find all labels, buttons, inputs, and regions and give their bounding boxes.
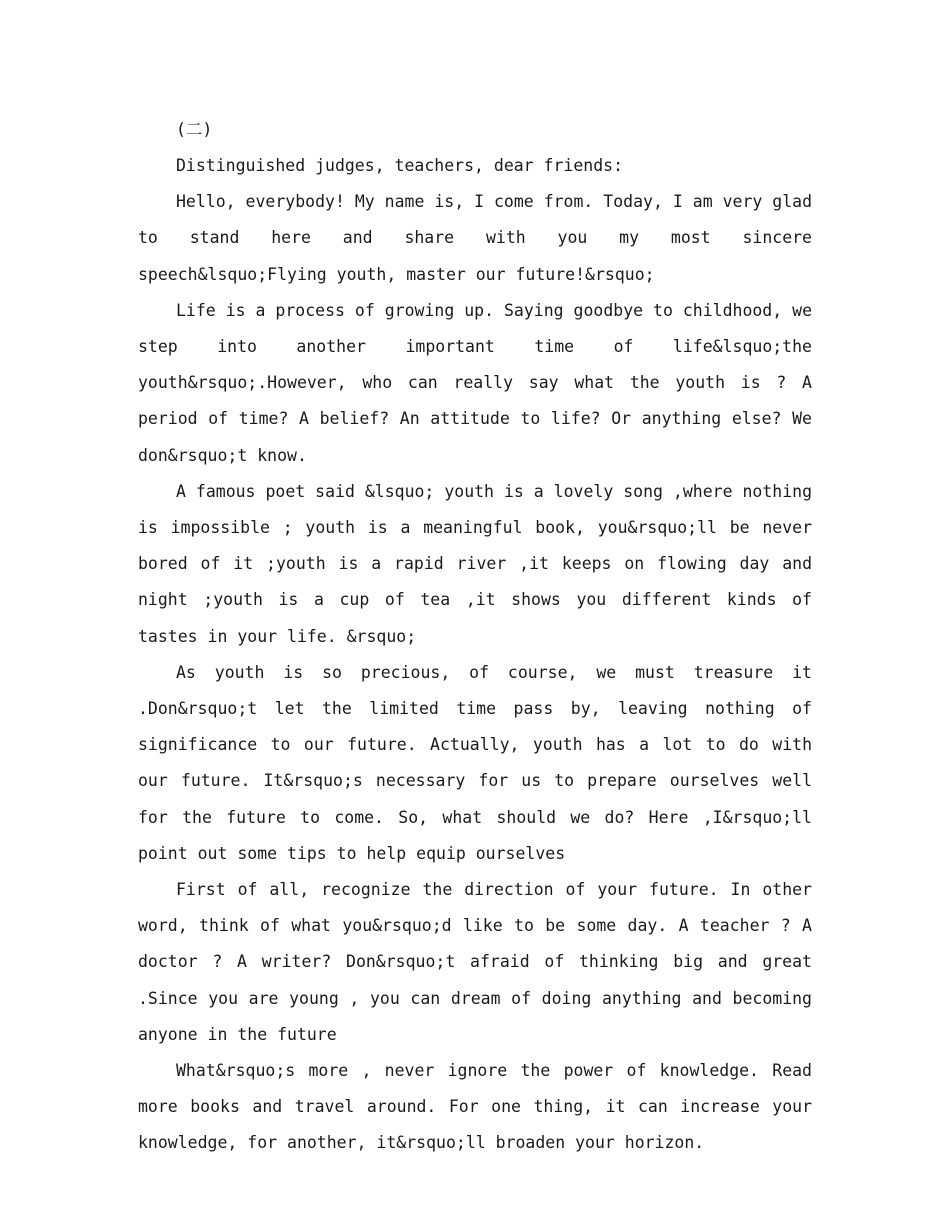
document-body — [138, 112, 812, 1162]
first-tip-paragraph: First of all, recognize the direction of your future. In other word, think of what you&rsquo;d like to be some day. A teacher ? A doctor ? A writer? Don&rsquo;t afraid of thinking big and great .Since you are young , you can dream of doing anything and becoming anyone in the future — [138, 880, 812, 1044]
poet-quote-paragraph: A famous poet said &lsquo; youth is a lovely song ,where nothing is impossible ; youth is a meaningful book, you&rsquo;ll be never bored of it ;youth is a rapid river ,it keeps on flowing day and night ;youth is a cup of tea ,it shows you different kinds of tastes in your life. &rsquo; — [138, 481, 812, 646]
greeting-paragraph: Distinguished judges, teachers, dear friends: — [176, 156, 624, 175]
second-tip-paragraph: What&rsquo;s more , never ignore the power of knowledge. Read more books and travel around. For one thing, it can increase your knowledge, for another, it&rsquo;ll broaden your horizon. — [138, 1061, 812, 1153]
section-number: (二) — [176, 120, 213, 139]
life-paragraph: Life is a process of growing up. Saying goodbye to childhood, we step into another important time of life&lsquo;the youth&rsquo;.However, who can really say what the youth is ? A period of time? A belief? An attitude to life? Or anything else? We don&rsquo;t know. — [138, 300, 812, 465]
treasure-youth-paragraph: As youth is so precious, of course, we must treasure it .Don&rsquo;t let the limited time pass by, leaving nothing of significance to our future. Actually, youth has a lot to do with our future. It&rsquo;s necessary for us to prepare ourselves well for the future to come. So, what should we do? Here ,I&rsquo;ll point out some tips to help equip ourselves — [138, 662, 812, 863]
intro-paragraph: Hello, everybody! My name is, I come from. Today, I am very glad to stand here and share with you my most sincere speech&lsquo;Flying youth, master our future!&rsquo; — [138, 192, 812, 284]
